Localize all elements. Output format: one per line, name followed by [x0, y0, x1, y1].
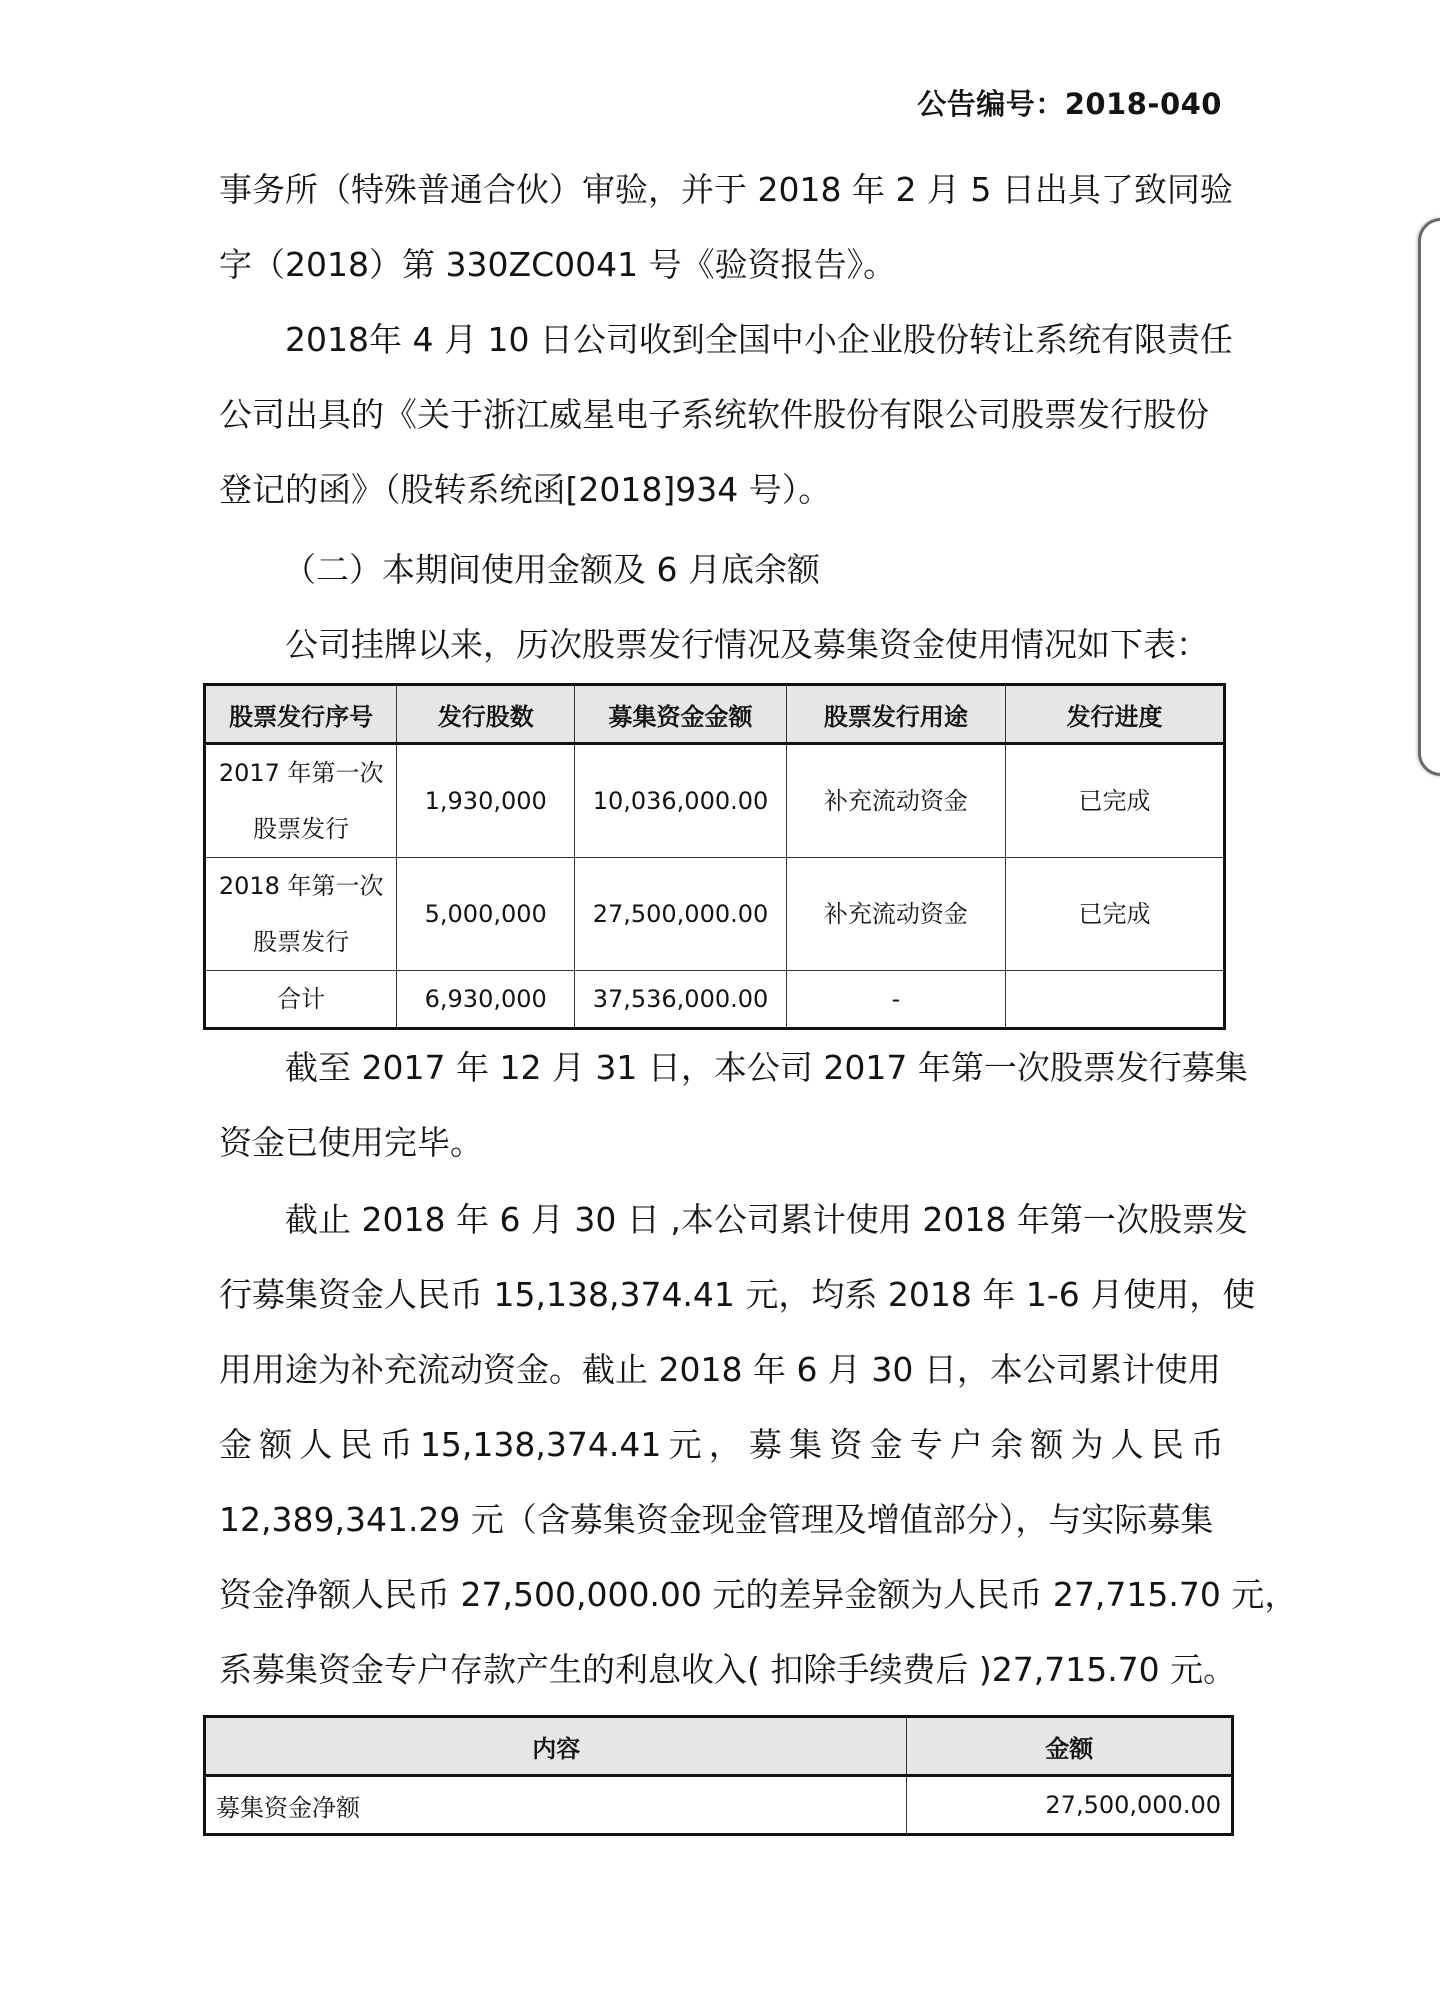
page-scroll-handle[interactable] — [1418, 218, 1440, 776]
table-row — [205, 744, 1225, 858]
text-token: 额 — [259, 1425, 293, 1464]
text-token: ， — [708, 1425, 742, 1464]
shares-cell: 5,000,000 — [397, 858, 575, 971]
text-line: 公司出具的《关于浙江威星电子系统软件股份有限公司股票发行股份 — [219, 395, 1209, 434]
text-line: 12,389,341.29 元（含募集资金现金管理及增值部分），与实际募集 — [219, 1500, 1214, 1539]
notice-number: 公告编号：2018-040 — [917, 87, 1222, 121]
text-token: 募 — [748, 1425, 782, 1464]
column-header: 股票发行序号 — [205, 685, 397, 744]
text-line: 字（2018）第 330ZC0041 号《验资报告》。 — [219, 245, 897, 284]
text-line: 2018年 4 月 10 日公司收到全国中小企业股份转让系统有限责任 — [285, 320, 1233, 359]
table-total-row — [205, 971, 1225, 1029]
column-header: 发行股数 — [397, 685, 575, 744]
table-row — [205, 858, 1225, 971]
shares-cell: 1,930,000 — [397, 744, 575, 858]
purpose-cell: 补充流动资金 — [786, 744, 1005, 858]
amount-cell: 27,500,000.00 — [575, 858, 787, 971]
issue-sequence-cell — [205, 744, 397, 858]
amount-cell: 27,500,000.00 — [907, 1776, 1233, 1835]
funds-summary-table — [203, 1715, 1234, 1836]
paragraph-2018-funds — [219, 1182, 1298, 1707]
column-header: 发行进度 — [1005, 685, 1224, 744]
text-line-justified — [219, 1407, 1224, 1482]
text-line: 截止 2018 年 6 月 30 日 ,本公司累计使用 2018 年第一次股票发 — [285, 1200, 1248, 1239]
text-token: 金 — [219, 1425, 252, 1464]
issue-sequence-line: 2017 年第一次 — [218, 759, 384, 787]
table-header-row — [205, 685, 1225, 744]
paragraph-verification — [219, 152, 1233, 302]
text-line: 资金净额人民币 27,500,000.00 元的差异金额为人民币 27,715.70 元， — [219, 1575, 1298, 1614]
issue-sequence-cell — [205, 858, 397, 971]
text-token: 集 — [789, 1425, 823, 1464]
text-token: 民 — [1150, 1425, 1184, 1464]
column-header: 募集资金金额 — [575, 685, 787, 744]
paragraph-2017-funds — [219, 1030, 1248, 1180]
text-token: 余 — [990, 1425, 1024, 1464]
issue-sequence-line: 股票发行 — [253, 928, 350, 956]
column-header: 股票发行用途 — [786, 685, 1005, 744]
text-token: 金 — [869, 1425, 903, 1464]
text-token: 为 — [1070, 1425, 1104, 1464]
column-header: 内容 — [205, 1717, 907, 1776]
text-line: 用用途为补充流动资金。截止 2018 年 6 月 30 日，本公司累计使用 — [219, 1350, 1221, 1389]
text-token: 资 — [829, 1425, 863, 1464]
total-purpose-cell: - — [786, 971, 1005, 1029]
purpose-cell: 补充流动资金 — [786, 858, 1005, 971]
progress-cell: 已完成 — [1005, 858, 1224, 971]
total-shares-cell: 6,930,000 — [397, 971, 575, 1029]
text-token: 人 — [299, 1425, 333, 1464]
column-header: 金额 — [907, 1717, 1233, 1776]
text-token: 额 — [1030, 1425, 1064, 1464]
paragraph-registration-letter — [219, 302, 1233, 527]
stock-issuance-table — [203, 683, 1226, 1030]
text-line: 公司挂牌以来，历次股票发行情况及募集资金使用情况如下表： — [285, 625, 1209, 664]
item-cell: 募集资金净额 — [205, 1776, 907, 1835]
issue-sequence-line: 2018 年第一次 — [218, 872, 384, 900]
text-line: 登记的函》（股转系统函[2018]934 号）。 — [219, 470, 832, 509]
text-line: 资金已使用完毕。 — [219, 1123, 483, 1162]
amount-cell: 10,036,000.00 — [575, 744, 787, 858]
text-token: 币 — [1191, 1425, 1224, 1464]
progress-cell: 已完成 — [1005, 744, 1224, 858]
text-line: 截至 2017 年 12 月 31 日，本公司 2017 年第一次股票发行募集 — [285, 1048, 1248, 1087]
text-line: 系募集资金专户存款产生的利息收入( 扣除手续费后 )27,715.70 元。 — [219, 1650, 1237, 1689]
total-label-cell: 合计 — [205, 971, 397, 1029]
table-row — [205, 1776, 1233, 1835]
text-line: 事务所（特殊普通合伙）审验，并于 2018 年 2 月 5 日出具了致同验 — [219, 170, 1233, 209]
paragraph-table-intro — [219, 607, 1224, 682]
table-header-row — [205, 1717, 1233, 1776]
total-amount-cell: 37,536,000.00 — [575, 971, 787, 1029]
total-progress-cell — [1005, 971, 1224, 1029]
text-token: 民 — [339, 1425, 373, 1464]
text-token: 15,138,374.41 — [419, 1425, 662, 1464]
section-heading: （二）本期间使用金额及 6 月底余额 — [283, 550, 820, 589]
text-token: 元 — [668, 1425, 702, 1464]
text-token: 专 — [909, 1425, 943, 1464]
text-token: 户 — [949, 1425, 983, 1464]
text-line: 行募集资金人民币 15,138,374.41 元，均系 2018 年 1-6 月使用，使 — [219, 1275, 1256, 1314]
issue-sequence-line: 股票发行 — [253, 815, 350, 843]
text-token: 币 — [379, 1425, 413, 1464]
text-token: 人 — [1110, 1425, 1144, 1464]
